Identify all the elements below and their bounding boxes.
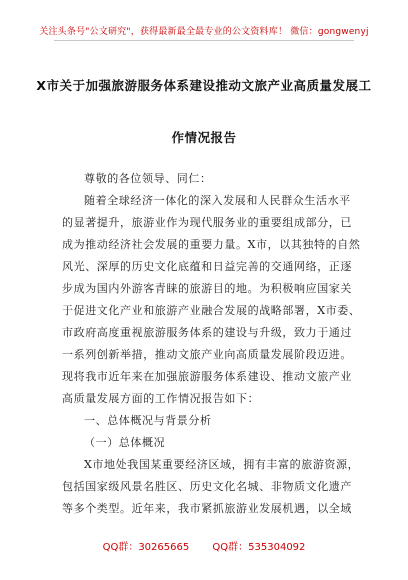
body-line: 等多个类型。近年来，我市紧抓旅游业发展机遇，以全域	[62, 502, 352, 515]
body-line: 风光、深厚的历史文化底蕴和日益完善的交通网络，正逐	[62, 260, 352, 273]
body-line: 一系列创新举措，推动文旅产业向高质量发展阶段迈进。	[62, 348, 352, 361]
body-line: 的显著提升，旅游业作为现代服务业的重要组成部分，已	[62, 216, 352, 229]
section-heading: 一、总体概况与背景分析	[84, 414, 212, 427]
body-line: 包括国家级风景名胜区、历史文化名城、非物质文化遗产	[62, 480, 352, 493]
document-title-line-2: 作情况报告	[171, 130, 237, 145]
document-title-line-1: X市关于加强旅游服务体系建设推动文旅产业高质量发展工	[36, 78, 372, 93]
body-line: 高质量发展方面的工作情况报告如下：	[62, 392, 260, 405]
salutation: 尊敬的各位领导、同仁：	[84, 172, 212, 185]
body-line: 市政府高度重视旅游服务体系的建设与升级，致力于通过	[62, 326, 352, 339]
body-line: 随着全球经济一体化的深入发展和人民群众生活水平	[84, 194, 351, 207]
subsection-heading: （一）总体概况	[84, 436, 166, 449]
footer	[0, 538, 408, 553]
banner-divider	[54, 40, 354, 41]
body-line: 步成为国内外游客青睐的旅游目的地。为积极响应国家关	[62, 282, 352, 295]
footer-qq-group-2: QQ群：535304092	[212, 542, 306, 553]
footer-qq-group-1: QQ群：30265665	[102, 542, 190, 553]
body-line: 现将我市近年来在加强旅游服务体系建设、推动文旅产业	[62, 370, 352, 383]
top-banner: 关注头条号"公文研究"，获得最新最全最专业的公文资料库！ 微信：gongwenyj	[39, 27, 369, 37]
body-line: 于促进文化产业和旅游产业融合发展的战略部署，X市委、	[62, 304, 361, 317]
body-line: X市地处我国某重要经济区域，拥有丰富的旅游资源，	[84, 458, 360, 471]
body-line: 成为推动经济社会发展的重要力量。X市，以其独特的自然	[62, 238, 361, 251]
